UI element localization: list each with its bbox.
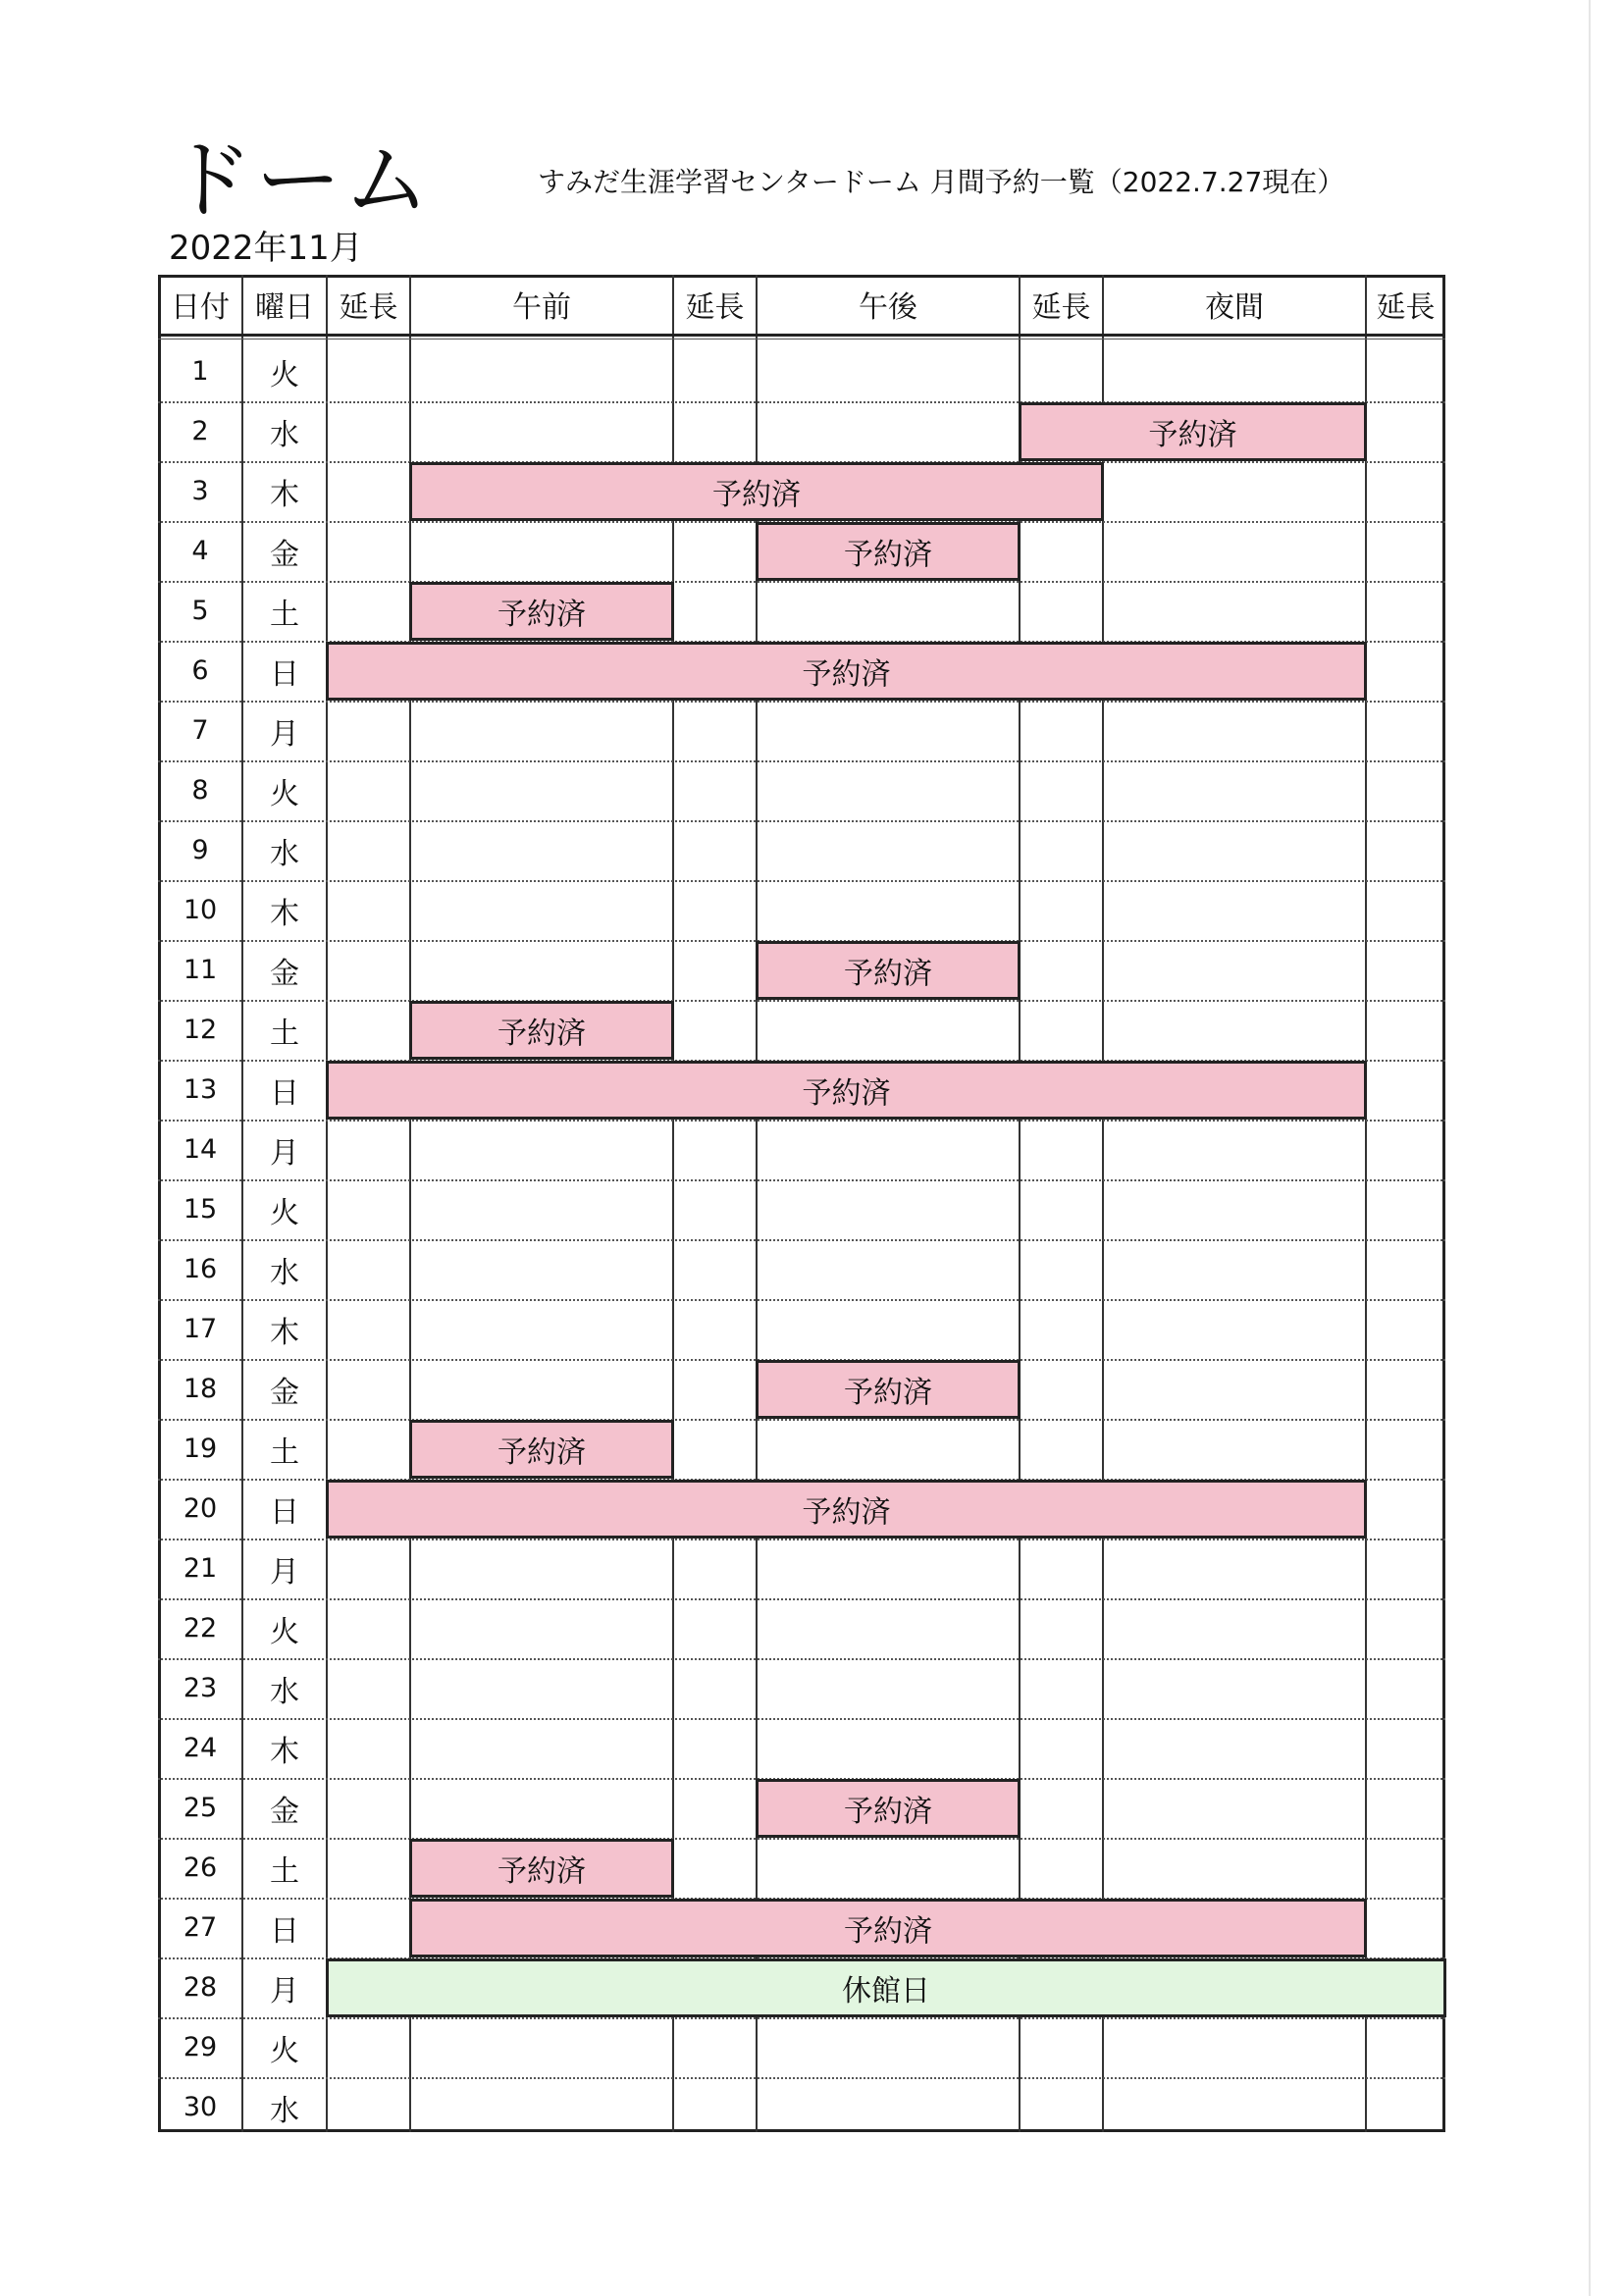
row-divider xyxy=(158,1419,1445,1421)
day-cell: 18 xyxy=(183,1374,218,1404)
day-cell: 28 xyxy=(183,1972,218,2003)
weekday-cell: 木 xyxy=(270,1734,299,1769)
column-header: 午後 xyxy=(859,290,917,325)
weekday-cell: 土 xyxy=(270,1853,299,1889)
weekday-cell: 火 xyxy=(270,1614,299,1649)
day-cell: 17 xyxy=(183,1314,218,1344)
reservation-bar[interactable]: 予約済 xyxy=(326,1061,1367,1120)
row-divider xyxy=(158,2017,1445,2019)
weekday-cell: 土 xyxy=(270,597,299,632)
day-cell: 2 xyxy=(191,416,209,446)
day-cell: 25 xyxy=(183,1793,218,1823)
reservation-grid xyxy=(158,275,1445,2132)
reservation-bar[interactable]: 予約済 xyxy=(326,642,1367,701)
header-divider xyxy=(158,334,1445,337)
day-cell: 4 xyxy=(191,536,209,566)
weekday-cell: 月 xyxy=(270,1973,299,2009)
weekday-cell: 水 xyxy=(270,836,299,871)
weekday-cell: 金 xyxy=(270,1794,299,1829)
weekday-cell: 土 xyxy=(270,1016,299,1051)
weekday-cell: 木 xyxy=(270,477,299,512)
weekday-cell: 木 xyxy=(270,896,299,931)
day-cell: 21 xyxy=(183,1553,218,1584)
row-divider xyxy=(158,1539,1445,1540)
weekday-cell: 水 xyxy=(270,417,299,452)
row-divider xyxy=(158,880,1445,882)
day-cell: 3 xyxy=(191,476,209,506)
day-cell: 20 xyxy=(183,1493,218,1524)
reservation-bar[interactable]: 予約済 xyxy=(409,1899,1367,1957)
day-cell: 10 xyxy=(183,895,218,925)
day-cell: 23 xyxy=(183,1673,218,1703)
column-header: 延長 xyxy=(1376,290,1436,325)
reservation-bar[interactable]: 予約済 xyxy=(409,1839,674,1898)
row-divider xyxy=(158,1718,1445,1720)
day-cell: 7 xyxy=(191,715,209,746)
reservation-bar[interactable]: 予約済 xyxy=(1019,402,1367,461)
weekday-cell: 金 xyxy=(270,956,299,991)
column-header: 曜日 xyxy=(255,290,314,325)
day-cell: 8 xyxy=(191,775,209,806)
weekday-cell: 金 xyxy=(270,537,299,572)
day-cell: 15 xyxy=(183,1194,218,1225)
day-cell: 5 xyxy=(191,596,209,626)
weekday-cell: 木 xyxy=(270,1315,299,1350)
weekday-cell: 日 xyxy=(270,1913,299,1949)
column-header: 日付 xyxy=(171,290,230,325)
reservation-bar[interactable]: 予約済 xyxy=(756,522,1021,581)
day-cell: 13 xyxy=(183,1074,218,1105)
day-cell: 19 xyxy=(183,1434,218,1464)
weekday-cell: 金 xyxy=(270,1375,299,1410)
weekday-cell: 水 xyxy=(270,1674,299,1709)
row-divider xyxy=(158,760,1445,762)
row-divider xyxy=(158,1239,1445,1241)
month-label: 2022年11月 xyxy=(169,229,363,268)
day-cell: 12 xyxy=(183,1015,218,1045)
weekday-cell: 水 xyxy=(270,2093,299,2128)
reservation-bar[interactable]: 予約済 xyxy=(409,1420,674,1479)
reservation-bar[interactable]: 予約済 xyxy=(756,1360,1021,1419)
page-title: ドーム xyxy=(167,130,433,231)
weekday-cell: 水 xyxy=(270,1255,299,1290)
row-divider xyxy=(158,2077,1445,2079)
column-header: 午前 xyxy=(512,290,571,325)
reservation-bar[interactable]: 予約済 xyxy=(409,582,674,641)
row-divider xyxy=(158,1120,1445,1122)
day-cell: 16 xyxy=(183,1254,218,1284)
page-edge-line xyxy=(1589,0,1591,2296)
page-subtitle: すみだ生涯学習センタードーム 月間予約一覧（2022.7.27現在） xyxy=(538,166,1345,198)
weekday-cell: 月 xyxy=(270,716,299,752)
weekday-cell: 日 xyxy=(270,1494,299,1530)
row-divider xyxy=(158,1658,1445,1660)
day-cell: 26 xyxy=(183,1852,218,1883)
row-divider xyxy=(158,1000,1445,1002)
weekday-cell: 土 xyxy=(270,1435,299,1470)
reservation-bar[interactable]: 予約済 xyxy=(756,1779,1021,1838)
closed-day-bar[interactable]: 休館日 xyxy=(326,1958,1446,2017)
weekday-cell: 火 xyxy=(270,1195,299,1230)
weekday-cell: 月 xyxy=(270,1554,299,1590)
day-cell: 1 xyxy=(191,356,209,387)
weekday-cell: 火 xyxy=(270,776,299,811)
column-header: 延長 xyxy=(1031,290,1091,325)
day-cell: 9 xyxy=(191,835,209,865)
day-cell: 6 xyxy=(191,655,209,686)
row-divider xyxy=(158,1299,1445,1301)
column-divider xyxy=(1365,275,1367,2132)
day-cell: 14 xyxy=(183,1134,218,1165)
column-header: 延長 xyxy=(339,290,398,325)
day-cell: 11 xyxy=(183,955,218,985)
day-cell: 22 xyxy=(183,1613,218,1644)
row-divider xyxy=(158,701,1445,703)
reservation-bar[interactable]: 予約済 xyxy=(756,941,1021,1000)
day-cell: 29 xyxy=(183,2032,218,2062)
column-header: 延長 xyxy=(685,290,745,325)
weekday-cell: 日 xyxy=(270,1075,299,1111)
row-divider xyxy=(158,1838,1445,1840)
row-divider xyxy=(158,820,1445,822)
weekday-cell: 日 xyxy=(270,656,299,692)
weekday-cell: 火 xyxy=(270,2033,299,2068)
row-divider xyxy=(158,1179,1445,1181)
row-divider xyxy=(158,1598,1445,1600)
day-cell: 27 xyxy=(183,1912,218,1943)
reservation-bar[interactable]: 予約済 xyxy=(409,462,1104,521)
column-header: 夜間 xyxy=(1205,290,1264,325)
reservation-bar[interactable]: 予約済 xyxy=(409,1001,674,1060)
weekday-cell: 月 xyxy=(270,1135,299,1171)
column-divider xyxy=(1102,275,1104,2132)
row-divider xyxy=(158,581,1445,583)
reservation-bar[interactable]: 予約済 xyxy=(326,1480,1367,1539)
weekday-cell: 火 xyxy=(270,357,299,392)
day-cell: 30 xyxy=(183,2092,218,2122)
day-cell: 24 xyxy=(183,1733,218,1763)
